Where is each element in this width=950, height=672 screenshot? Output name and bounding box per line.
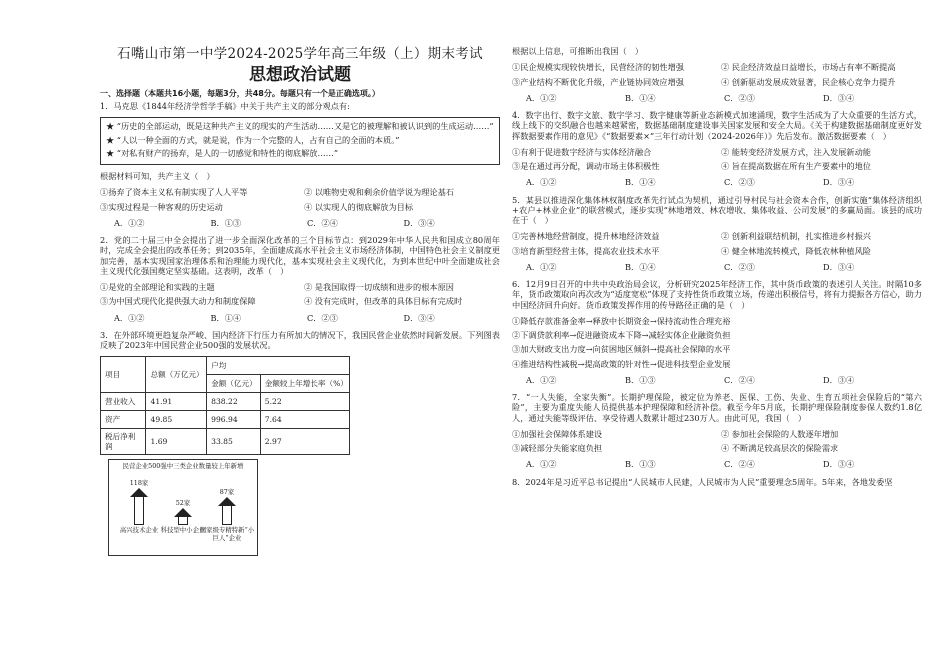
q3-statement: ② 民企经济效益日益增长，市场占有率不断提高 [721,62,896,73]
q5-choice-b[interactable]: B．①④ [625,261,656,272]
table-cell: 1.69 [146,429,207,455]
q1-quote: ★ “人以一种全面的方式，就是说，作为一个完整的人，占有自己的全面的本质。” [106,134,400,145]
table-cell: 49.85 [146,411,207,429]
q1-choice-b[interactable]: B．①③ [210,217,242,228]
q6-choices [512,375,922,385]
q7-statement: ③减轻部分失能家庭负担 [512,443,603,453]
table-cell: 838.22 [207,393,261,411]
table-cell: 2.97 [260,429,349,455]
q4-statement: ④ 旨在提高数据在所有生产要素中的地位 [721,161,871,171]
q2-choices [100,313,500,323]
chart-bar-head [218,497,236,506]
table-header-cell: 金额较上年增长率（%） [260,375,349,393]
q3-choice-a[interactable]: A．①② [526,92,557,103]
q3-statement: ③产业结构不断优化升级，产业链协同效应增强 [512,76,684,87]
q5-statement: ③培育新型经营主体，提高农业技术水平 [512,245,660,256]
q7-choice-b[interactable]: B．①③ [625,459,656,470]
q4-choices [512,177,922,187]
table-cell: 996.94 [207,411,261,429]
q3-statement: ①民企规模实现较快增长，民营经济的韧性增强 [512,62,684,73]
q2-choice-a[interactable]: A．①② [114,312,145,323]
chart-bar [178,517,188,525]
q1-choice-d[interactable]: D．③④ [403,217,435,228]
q1-prompt: 根据材料可知，共产主义（ ） [100,171,215,182]
q5-stem: 5．某县以推进深化集体林权制度改革先行试点为契机，通过引导村民与社会资本合作，创新实施“集体经济组织+农户+林业企业”的联营模式，逐步实现“林地增效、林农增收、集体收益、公司发展”的多赢局面。该县的成功在于（ ） [512,194,922,225]
q4-statements [512,147,922,172]
q2-choice-b[interactable]: B．①④ [210,312,242,323]
q1-quote-box [100,117,500,165]
table-cell: 33.85 [207,429,261,455]
q7-statement: ② 参加社会保险的人数逐年增加 [721,428,839,439]
q4-statement: ② 能转变经济发展方式，注入发展新动能 [721,146,871,157]
table-cell: 营业收入 [101,393,146,411]
table-row [101,393,350,411]
exam-school-title: 石嘴山市第一中学2024-2025学年高三年级（上）期末考试 [117,46,483,62]
q1-statement: ③实现过程是一种客观的历史运动 [100,201,223,212]
q3-statement: ④ 创新驱动发展成效显著，民企核心竞争力提升 [721,76,896,87]
q1-quote: ★ “对私有财产的扬弃，是人的一切感觉和特性的彻底解放……” [106,147,339,158]
q2-choice-d[interactable]: D．③④ [403,312,435,323]
q4-statement: ③是在通过再分配，调动市场主体积极性 [512,161,660,171]
chart-bar-head [174,508,192,517]
q1-statement: ② 以唯物史观和剩余价值学说为理论基石 [304,187,454,198]
q3-stem: 3．在外部环境更趋复杂严峻、国内经济下行压力有所加大的情况下，我国民营企业依然时间新发展。下列图表反映了2023年中国民营企业500强的发展状况。 [100,329,500,351]
q4-choice-d[interactable]: D．③④ [823,177,855,188]
chart-category-label: 国家级专精特新“小巨人”企业 [199,526,255,542]
table-header-cell: 项目 [101,357,146,393]
q2-statement: ② 是我国取得一切成绩和进步的根本原因 [304,282,454,293]
q1-statements [100,187,500,212]
q5-choice-c[interactable]: C．②③ [724,261,755,272]
table-cell: 资产 [101,411,146,429]
table-header-cell: 户均 [207,357,350,375]
q6-choice-a[interactable]: A．①② [526,374,557,385]
chart-title: 民营企业500强中三类企业数量较上年新增 [122,462,244,471]
q3-choice-b[interactable]: B．①④ [625,92,656,103]
q4-choice-b[interactable]: B．①④ [625,177,656,188]
chart-bar [134,497,144,525]
q1-stem: 1．马克思《1844年经济学哲学手稿》中关于共产主义的部分观点有: [100,101,350,112]
table-cell: 5.22 [260,393,349,411]
q5-statement: ①完善林地经营制度，提升林地经济效益 [512,231,660,242]
q3-statements [512,62,922,87]
right-column [512,46,922,493]
q6-stem: 6．12月9日召开的中共中央政治局会议，分析研究2025年经济工作，其中货币政策的表述引人关注。时隔10多年，货币政策取向再次改为“适度宽松”体现了支持性货币政策立场，传递出积极信号，将有力提振各方信心，助力中国经济回升向好。货币政策发挥作用的传导路径正确的是（ ） [512,279,922,310]
q4-statement: ①有利于促进数字经济与实体经济融合 [512,146,652,157]
table-cell: 41.91 [146,393,207,411]
table-cell: 税后净利润 [101,429,146,455]
q6-path: ③加大财政支出力度→向贫困地区倾斜→提高社会保障的水平 [512,344,731,355]
chart-category-label: 高兴技术企业 [119,526,159,535]
q7-choice-c[interactable]: C．②④ [724,459,755,470]
q6-paths [512,316,922,369]
q1-quote: ★ “历史的全部运动，既是这种共产主义的现实的产生活动……又是它的被理解和被认识到的生成运动……” [106,121,494,132]
q6-path: ④推进结构性减税→提高政策的针对性→促进科技型企业发展 [512,358,731,369]
q6-choice-b[interactable]: B．①③ [625,374,656,385]
q2-statement: ④ 没有完成时，但改革的具体目标有完成时 [304,296,463,307]
q1-statement: ④ 以实现人的彻底解放为目标 [304,201,414,212]
q7-choice-a[interactable]: A．①② [526,459,557,470]
left-column [100,40,500,556]
q2-stem: 2．党的二十届三中全会提出了进一步全面深化改革的三个目标节点：到2029年中华人民共和国成立80周年时，完成全会提出的改革任务；到2035年，全面建成高水平社会主义市场经济体制，中国特色社会主义制度更加完善，基本实现国家治理体系和治理能力现代化，基本实现社会主义现代化，为到本世纪中叶全面建成社会主义现代化强国奠定坚实基础。这表明，改革（ ） [100,235,500,276]
q6-path: ②下调贷款利率→促进融资成本下降→减轻实体企业融资负担 [512,330,731,340]
q5-statement: ② 创新利益联结机制，扎实推进乡村振兴 [721,231,871,242]
q5-choice-a[interactable]: A．①② [526,261,557,272]
table-header-cell: 金额（亿元） [207,375,261,393]
chart-bar-head [130,488,148,497]
table-header-cell: 总额（万亿元） [146,357,207,393]
q3-prompt: 根据以上信息，可推断出我国（ ） [512,46,644,56]
table-row [101,411,350,429]
q4-choice-c[interactable]: C．②③ [724,177,755,188]
q7-choice-d[interactable]: D．③④ [823,459,855,470]
q5-choice-d[interactable]: D．③④ [823,261,855,272]
q5-choices [512,262,922,272]
q1-statement: ①扬弃了资本主义私有制实现了人人平等 [100,187,248,198]
chart-data-label: 52家 [175,499,191,508]
q4-stem: 4．数字出行、数字文旅、数字学习、数字健康等新业态新模式加速涌现，数字生活成为了大众重要的生活方式，线上线下的交织融合也越来越紧密，数据基础制度建设事关国家发展和安全大局。《关于构建数据基础制度更好发挥数据要素作用的意见》《“数据要素×”三年行动计划（2024-2026年）》先后发布。激活数据要素（ ） [512,110,922,141]
q3-data-table [100,356,350,455]
chart-data-label: 87家 [219,488,235,497]
q7-choices [512,459,922,469]
q7-statements [512,429,922,454]
q7-statement: ①加强社会保障体系建设 [512,428,603,439]
q1-choice-a[interactable]: A．①② [114,217,145,228]
q8-stem: 8．2024年是习近平总书记提出“人民城市人民建，人民城市为人民”重要理念5周年。5年来，各地发委坚 [512,476,893,487]
chart-bar [222,506,232,525]
q6-choice-d[interactable]: D．③④ [823,374,855,385]
q5-statement: ④ 健全林地流转模式，降低农林种植风险 [721,245,871,256]
q2-choice-c[interactable]: C．②③ [307,312,338,323]
q3-bar-chart [108,459,258,556]
q1-choices [100,218,500,228]
q3-choices [512,93,922,103]
section-heading: 一、选择题（本题共16小题，每题3分，共48分。每题只有一个是正确选项。） [100,89,380,99]
q6-choice-c[interactable]: C．②④ [724,374,755,385]
q7-statement: ④ 不断满足较高层次的保险需求 [721,443,839,453]
q4-choice-a[interactable]: A．①② [526,177,557,188]
q3-choice-d[interactable]: D．③④ [823,92,855,103]
table-cell: 7.64 [260,411,349,429]
q2-statements [100,282,500,307]
q1-choice-c[interactable]: C．②④ [307,217,338,228]
q5-statements [512,231,922,256]
q2-statement: ③为中国式现代化提供强大动力和制度保障 [100,296,256,307]
q6-path: ①降低存款准备金率→释放中长期资金→保持流动性合理充裕 [512,315,731,326]
table-header-row [101,357,350,375]
q2-statement: ①是党的全部理论和实践的主题 [100,282,215,293]
chart-data-label: 118家 [129,479,149,488]
q3-choice-c[interactable]: C．②③ [724,92,755,103]
exam-subject-title: 思想政治试题 [249,64,351,85]
q7-stem: 7．“一人失能，全家失衡”。长期护理保险，被定位为养老、医保、工伤、失业、生育五项社会保险后的“第六险”，主要为重度失能人员提供基本护理保障和经济补偿。截至今年5月底，长期护理保险制度参保人数约1.8亿人，通过失能等级评估、享受待遇人数累计超过230万人。由此可见，我国（ ） [512,392,922,423]
chart-category-label: 科技型中小企业 [160,526,206,535]
table-row [101,429,350,455]
